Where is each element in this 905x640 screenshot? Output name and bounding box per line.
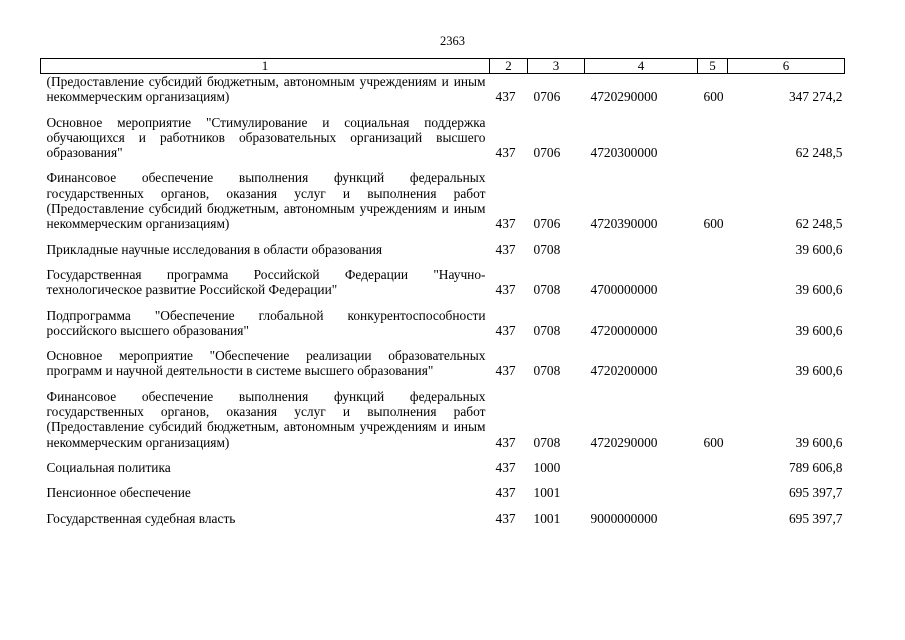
- row-vr: [698, 308, 728, 339]
- row-csr: [585, 485, 698, 500]
- row-spacer-cell: [41, 475, 845, 485]
- row-gr: 437: [495, 216, 516, 232]
- row-name: Основное мероприятие "Обеспечение реализации образовательных программ и научной деятельности в системе высшего образования": [46, 348, 486, 379]
- table-row: [41, 460, 845, 475]
- row-name: (Предоставление субсидий бюджетным, автономным учреждениям и иным некоммерческим организациям): [46, 74, 486, 105]
- row-spacer: [41, 298, 845, 308]
- row-csr: 4720390000: [590, 216, 658, 232]
- row-vr: [698, 348, 728, 379]
- row-gr: 437: [495, 363, 516, 379]
- row-name: Прикладные научные исследования в области образования: [46, 241, 383, 257]
- row-sum: 39 600,6: [795, 241, 843, 257]
- row-csr: 9000000000: [590, 510, 658, 526]
- row-csr: 4720000000: [590, 322, 658, 338]
- row-name: Финансовое обеспечение выполнения функций федеральных государственных органов, оказания услуг и выполнения работ (Предоставление субсидий бюджетным, автономным учреждениям и иным некоммерческим организациям): [46, 170, 486, 232]
- row-name: Подпрограмма "Обеспечение глобальной конкурентоспособности российского высшего образования": [46, 307, 486, 338]
- row-spacer-cell: [41, 298, 845, 308]
- row-rz: 0706: [533, 89, 561, 105]
- table-row: [41, 115, 845, 161]
- row-rz: 0706: [533, 145, 561, 161]
- budget-table: [40, 58, 845, 526]
- table-row: [41, 308, 845, 339]
- row-sum: 695 397,7: [788, 510, 843, 526]
- row-rz: 0708: [533, 363, 561, 379]
- row-csr: [585, 242, 698, 257]
- row-spacer: [41, 257, 845, 267]
- row-vr: 600: [703, 216, 724, 232]
- row-vr: 600: [703, 89, 724, 105]
- row-spacer: [41, 338, 845, 348]
- row-name: Основное мероприятие "Стимулирование и социальная поддержка обучающихся и работников образовательных организаций высшего образования": [46, 114, 486, 161]
- row-gr: 437: [495, 89, 516, 105]
- row-gr: 437: [495, 485, 516, 501]
- row-csr: 4700000000: [590, 282, 658, 298]
- row-csr: 4720200000: [590, 363, 658, 379]
- row-sum: 347 274,2: [788, 89, 843, 105]
- row-rz: 1000: [533, 459, 561, 475]
- row-gr: 437: [495, 459, 516, 475]
- row-gr: 437: [495, 510, 516, 526]
- row-vr: [698, 115, 728, 161]
- header-col-rz: 3: [528, 59, 585, 74]
- row-vr: 600: [703, 434, 724, 450]
- row-gr: 437: [495, 434, 516, 450]
- header-col-vr: 5: [698, 59, 728, 74]
- table-row: [41, 74, 845, 105]
- row-vr: [698, 242, 728, 257]
- row-spacer-cell: [41, 450, 845, 460]
- table-header: [41, 59, 845, 74]
- row-name: Финансовое обеспечение выполнения функций федеральных государственных органов, оказания услуг и выполнения работ (Предоставление субсидий бюджетным, автономным учреждениям и иным некоммерческим организациям): [46, 388, 486, 450]
- header-row: [41, 59, 845, 74]
- table-row: [41, 170, 845, 231]
- row-gr: 437: [495, 241, 516, 257]
- table-row: [41, 485, 845, 500]
- page-number: 2363: [440, 34, 465, 48]
- row-sum: 39 600,6: [795, 322, 843, 338]
- row-spacer: [41, 232, 845, 242]
- row-spacer-cell: [41, 160, 845, 170]
- header-col-gr: 2: [490, 59, 528, 74]
- row-gr: 437: [495, 322, 516, 338]
- row-spacer-cell: [41, 501, 845, 511]
- row-rz: 1001: [533, 485, 561, 501]
- row-csr: 4720300000: [590, 145, 658, 161]
- row-vr: [698, 511, 728, 526]
- row-rz: 0708: [533, 282, 561, 298]
- table-row: [41, 511, 845, 526]
- row-spacer: [41, 450, 845, 460]
- row-rz: 0708: [533, 322, 561, 338]
- table-body: [41, 74, 845, 526]
- row-rz: 0706: [533, 216, 561, 232]
- row-spacer: [41, 501, 845, 511]
- row-name: Государственная судебная власть: [46, 510, 236, 526]
- header-col-name: 1: [41, 59, 490, 74]
- row-spacer-cell: [41, 257, 845, 267]
- header-col-sum: 6: [728, 59, 845, 74]
- row-gr: 437: [495, 145, 516, 161]
- row-rz: 0708: [533, 434, 561, 450]
- row-sum: 62 248,5: [795, 216, 843, 232]
- row-gr: 437: [495, 282, 516, 298]
- table-row: [41, 242, 845, 257]
- row-name: Государственная программа Российской Федерации "Научно-технологическое развитие Российской Федерации": [46, 266, 486, 298]
- table-row: [41, 267, 845, 298]
- row-sum: 789 606,8: [788, 459, 843, 475]
- row-spacer-cell: [41, 338, 845, 348]
- table-row: [41, 389, 845, 450]
- row-sum: 39 600,6: [795, 282, 843, 298]
- row-csr: 4720290000: [590, 89, 658, 105]
- row-csr: 4720290000: [590, 434, 658, 450]
- row-sum: 62 248,5: [795, 145, 843, 161]
- row-vr: [698, 485, 728, 500]
- row-spacer: [41, 160, 845, 170]
- row-sum: 39 600,6: [795, 363, 843, 379]
- row-vr: [698, 460, 728, 475]
- row-spacer-cell: [41, 105, 845, 115]
- row-sum: 39 600,6: [795, 434, 843, 450]
- row-name: Социальная политика: [46, 459, 171, 475]
- row-spacer: [41, 475, 845, 485]
- row-vr: [698, 267, 728, 298]
- header-col-csr: 4: [585, 59, 698, 74]
- row-sum: 695 397,7: [788, 485, 843, 501]
- row-spacer-cell: [41, 232, 845, 242]
- row-spacer-cell: [41, 379, 845, 389]
- row-rz: 0708: [533, 241, 561, 257]
- row-csr: [585, 460, 698, 475]
- row-name: Пенсионное обеспечение: [46, 485, 191, 501]
- row-spacer: [41, 379, 845, 389]
- table-row: [41, 348, 845, 379]
- row-rz: 1001: [533, 510, 561, 526]
- row-spacer: [41, 105, 845, 115]
